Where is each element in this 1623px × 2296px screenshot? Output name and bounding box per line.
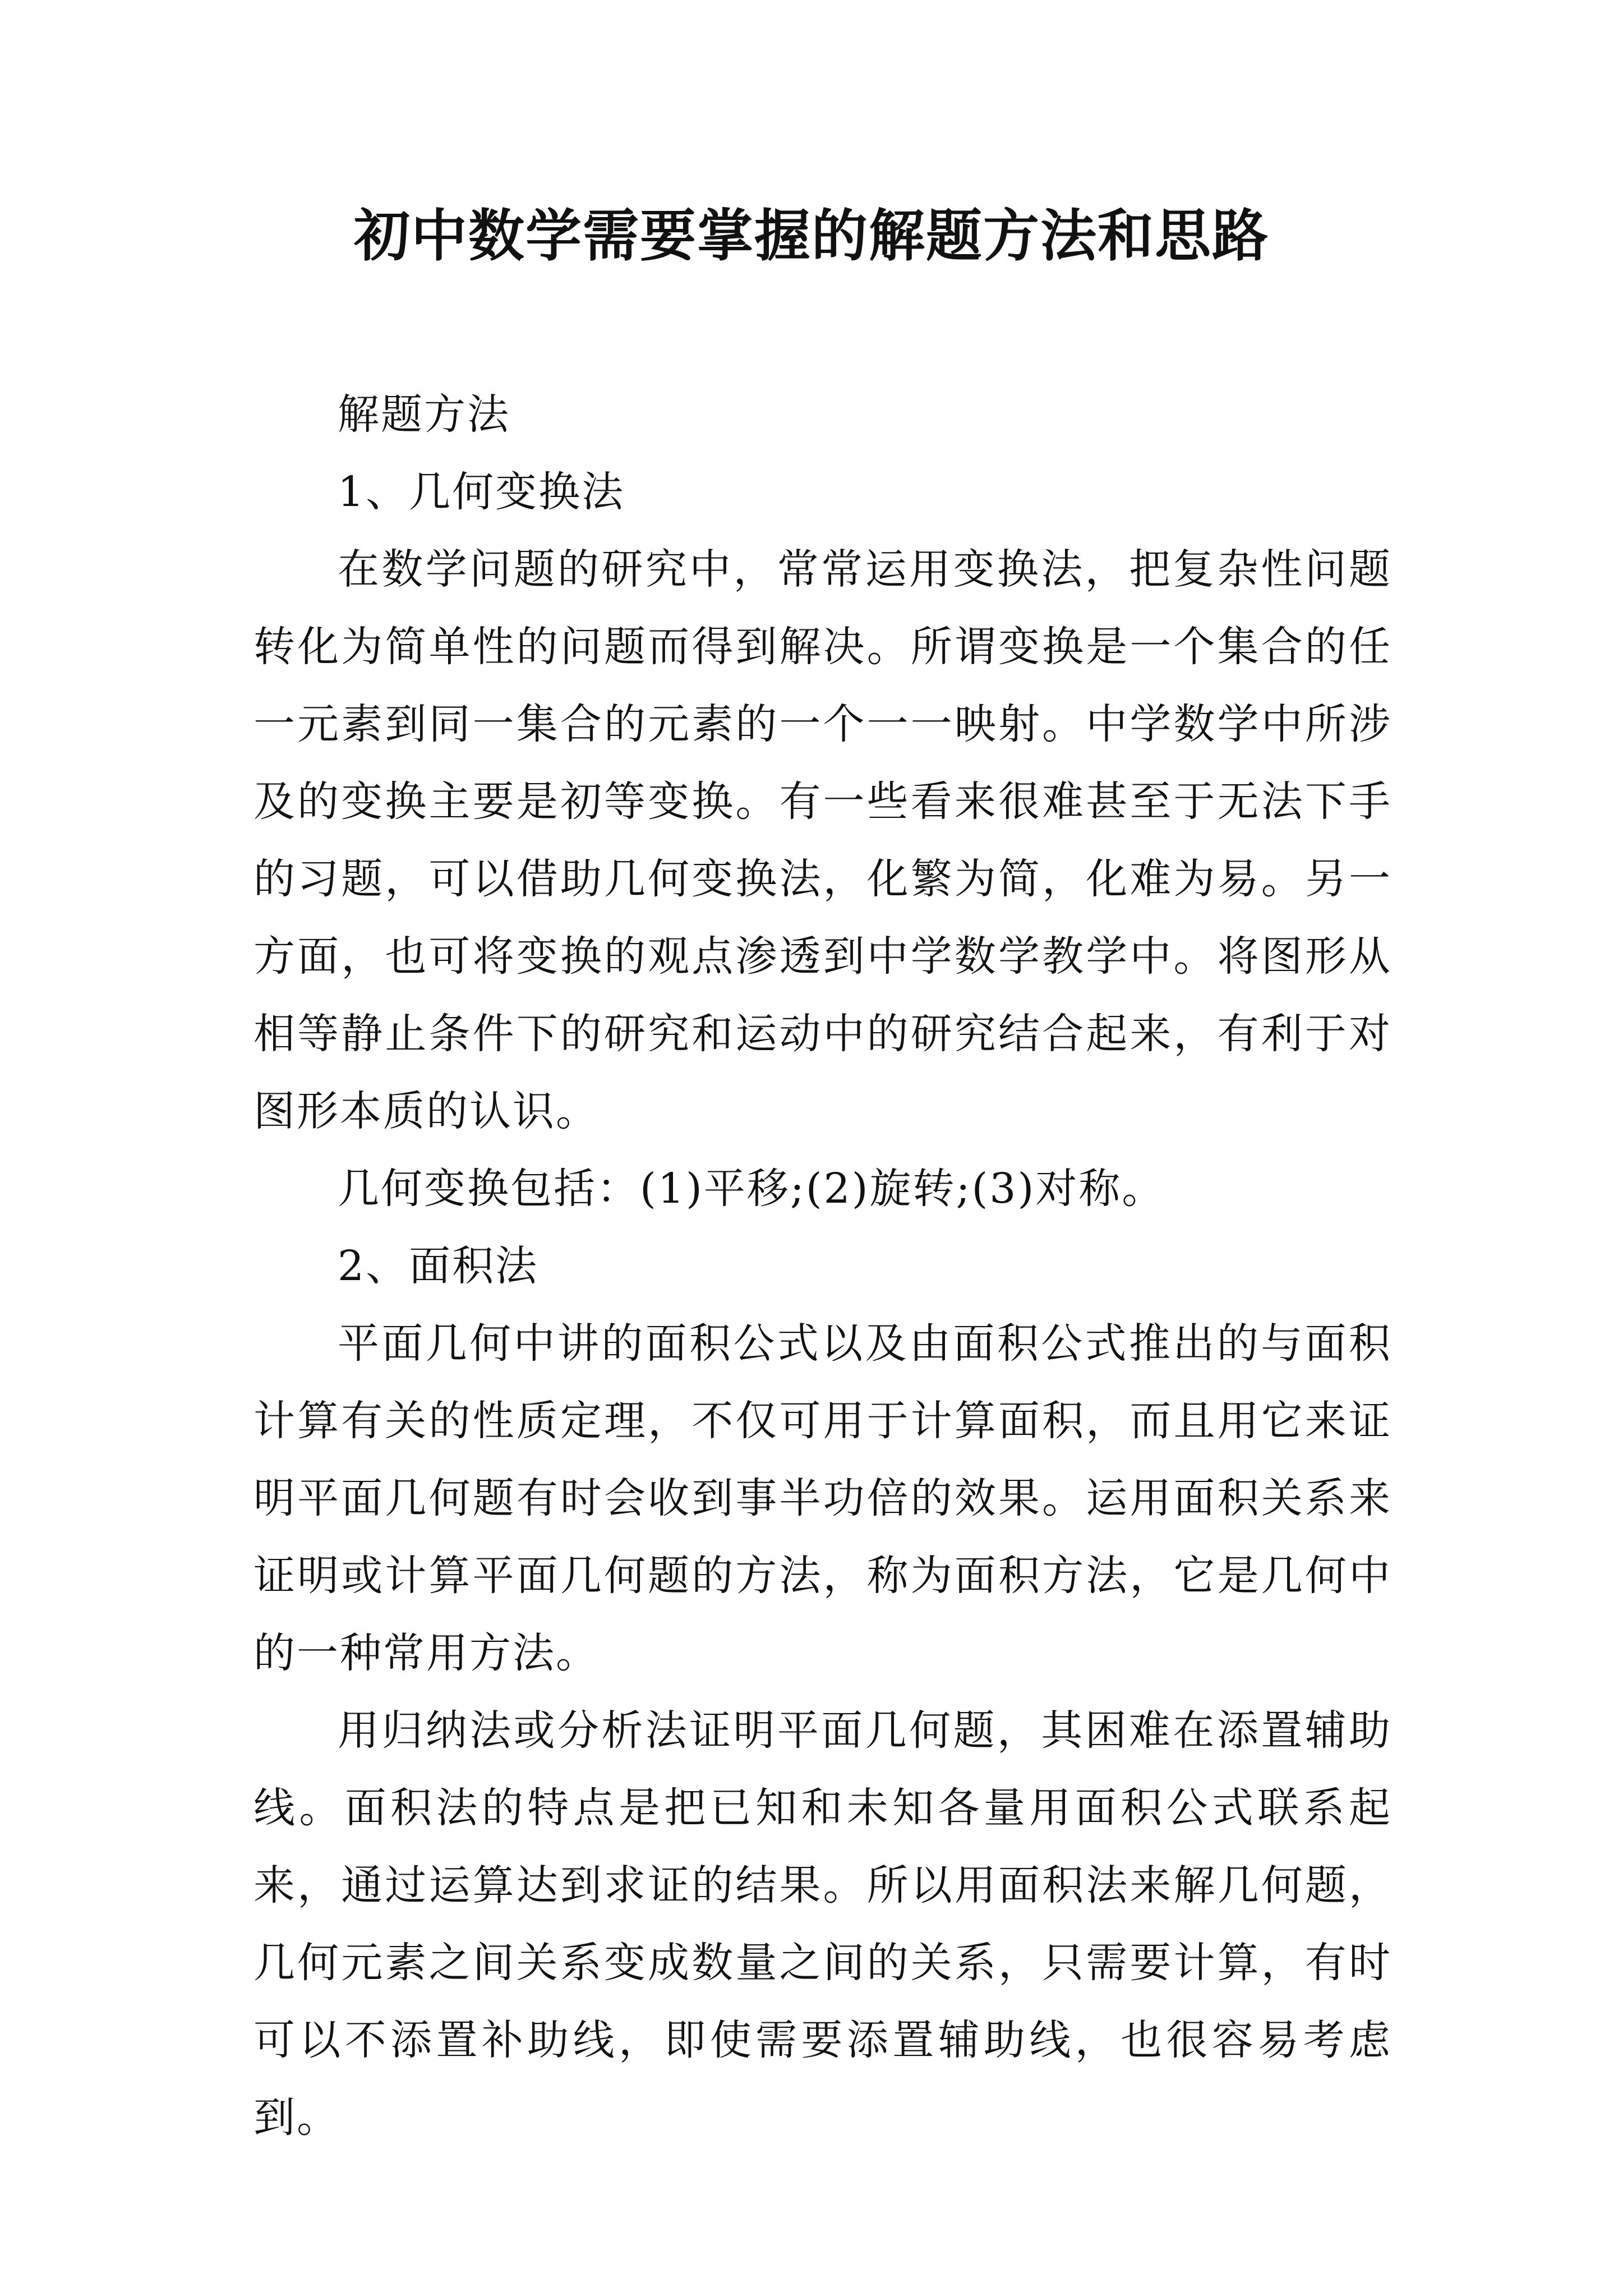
paragraph-area-method-advantage: 用归纳法或分析法证明平面几何题，其困难在添置辅助线。面积法的特点是把已知和未知各量用面积公式联系起来，通过运算达到求证的结果。所以用面积法来解几何题，几何元素之间关系变成数量之间的关系，只需要计算，有时可以不添置补助线，即使需要添置辅助线，也很容易考虑到。: [253, 1706, 1392, 2142]
paragraph-transformation-types: 几何变换包括：(1)平移;(2)旋转;(3)对称。: [338, 1165, 1165, 1213]
subsection-heading-geometric-transformation: 1、几何变换法: [338, 468, 625, 516]
paragraph-area-method-intro: 平面几何中讲的面积公式以及由面积公式推出的与面积计算有关的性质定理，不仅可用于计算面积，而且用它来证明平面几何题有时会收到事半功倍的效果。运用面积关系来证明或计算平面几何题的方法，称为面积方法，它是几何中的一种常用方法。: [253, 1319, 1392, 1677]
paragraph-transformation-intro: 在数学问题的研究中，常常运用变换法，把复杂性问题转化为简单性的问题而得到解决。所谓变换是一个集合的任一元素到同一集合的元素的一个一一映射。中学数学中所涉及的变换主要是初等变换。有一些看来很难甚至于无法下手的习题，可以借助几何变换法，化繁为简，化难为易。另一方面，也可将变换的观点渗透到中学数学教学中。将图形从相等静止条件下的研究和运动中的研究结合起来，有利于对图形本质的认识。: [253, 545, 1392, 1135]
document-title: 初中数学需要掌握的解题方法和思路: [354, 203, 1269, 269]
section-heading-methods: 解题方法: [338, 390, 510, 439]
subsection-heading-area-method: 2、面积法: [338, 1242, 539, 1290]
document-body: [253, 376, 1392, 2156]
